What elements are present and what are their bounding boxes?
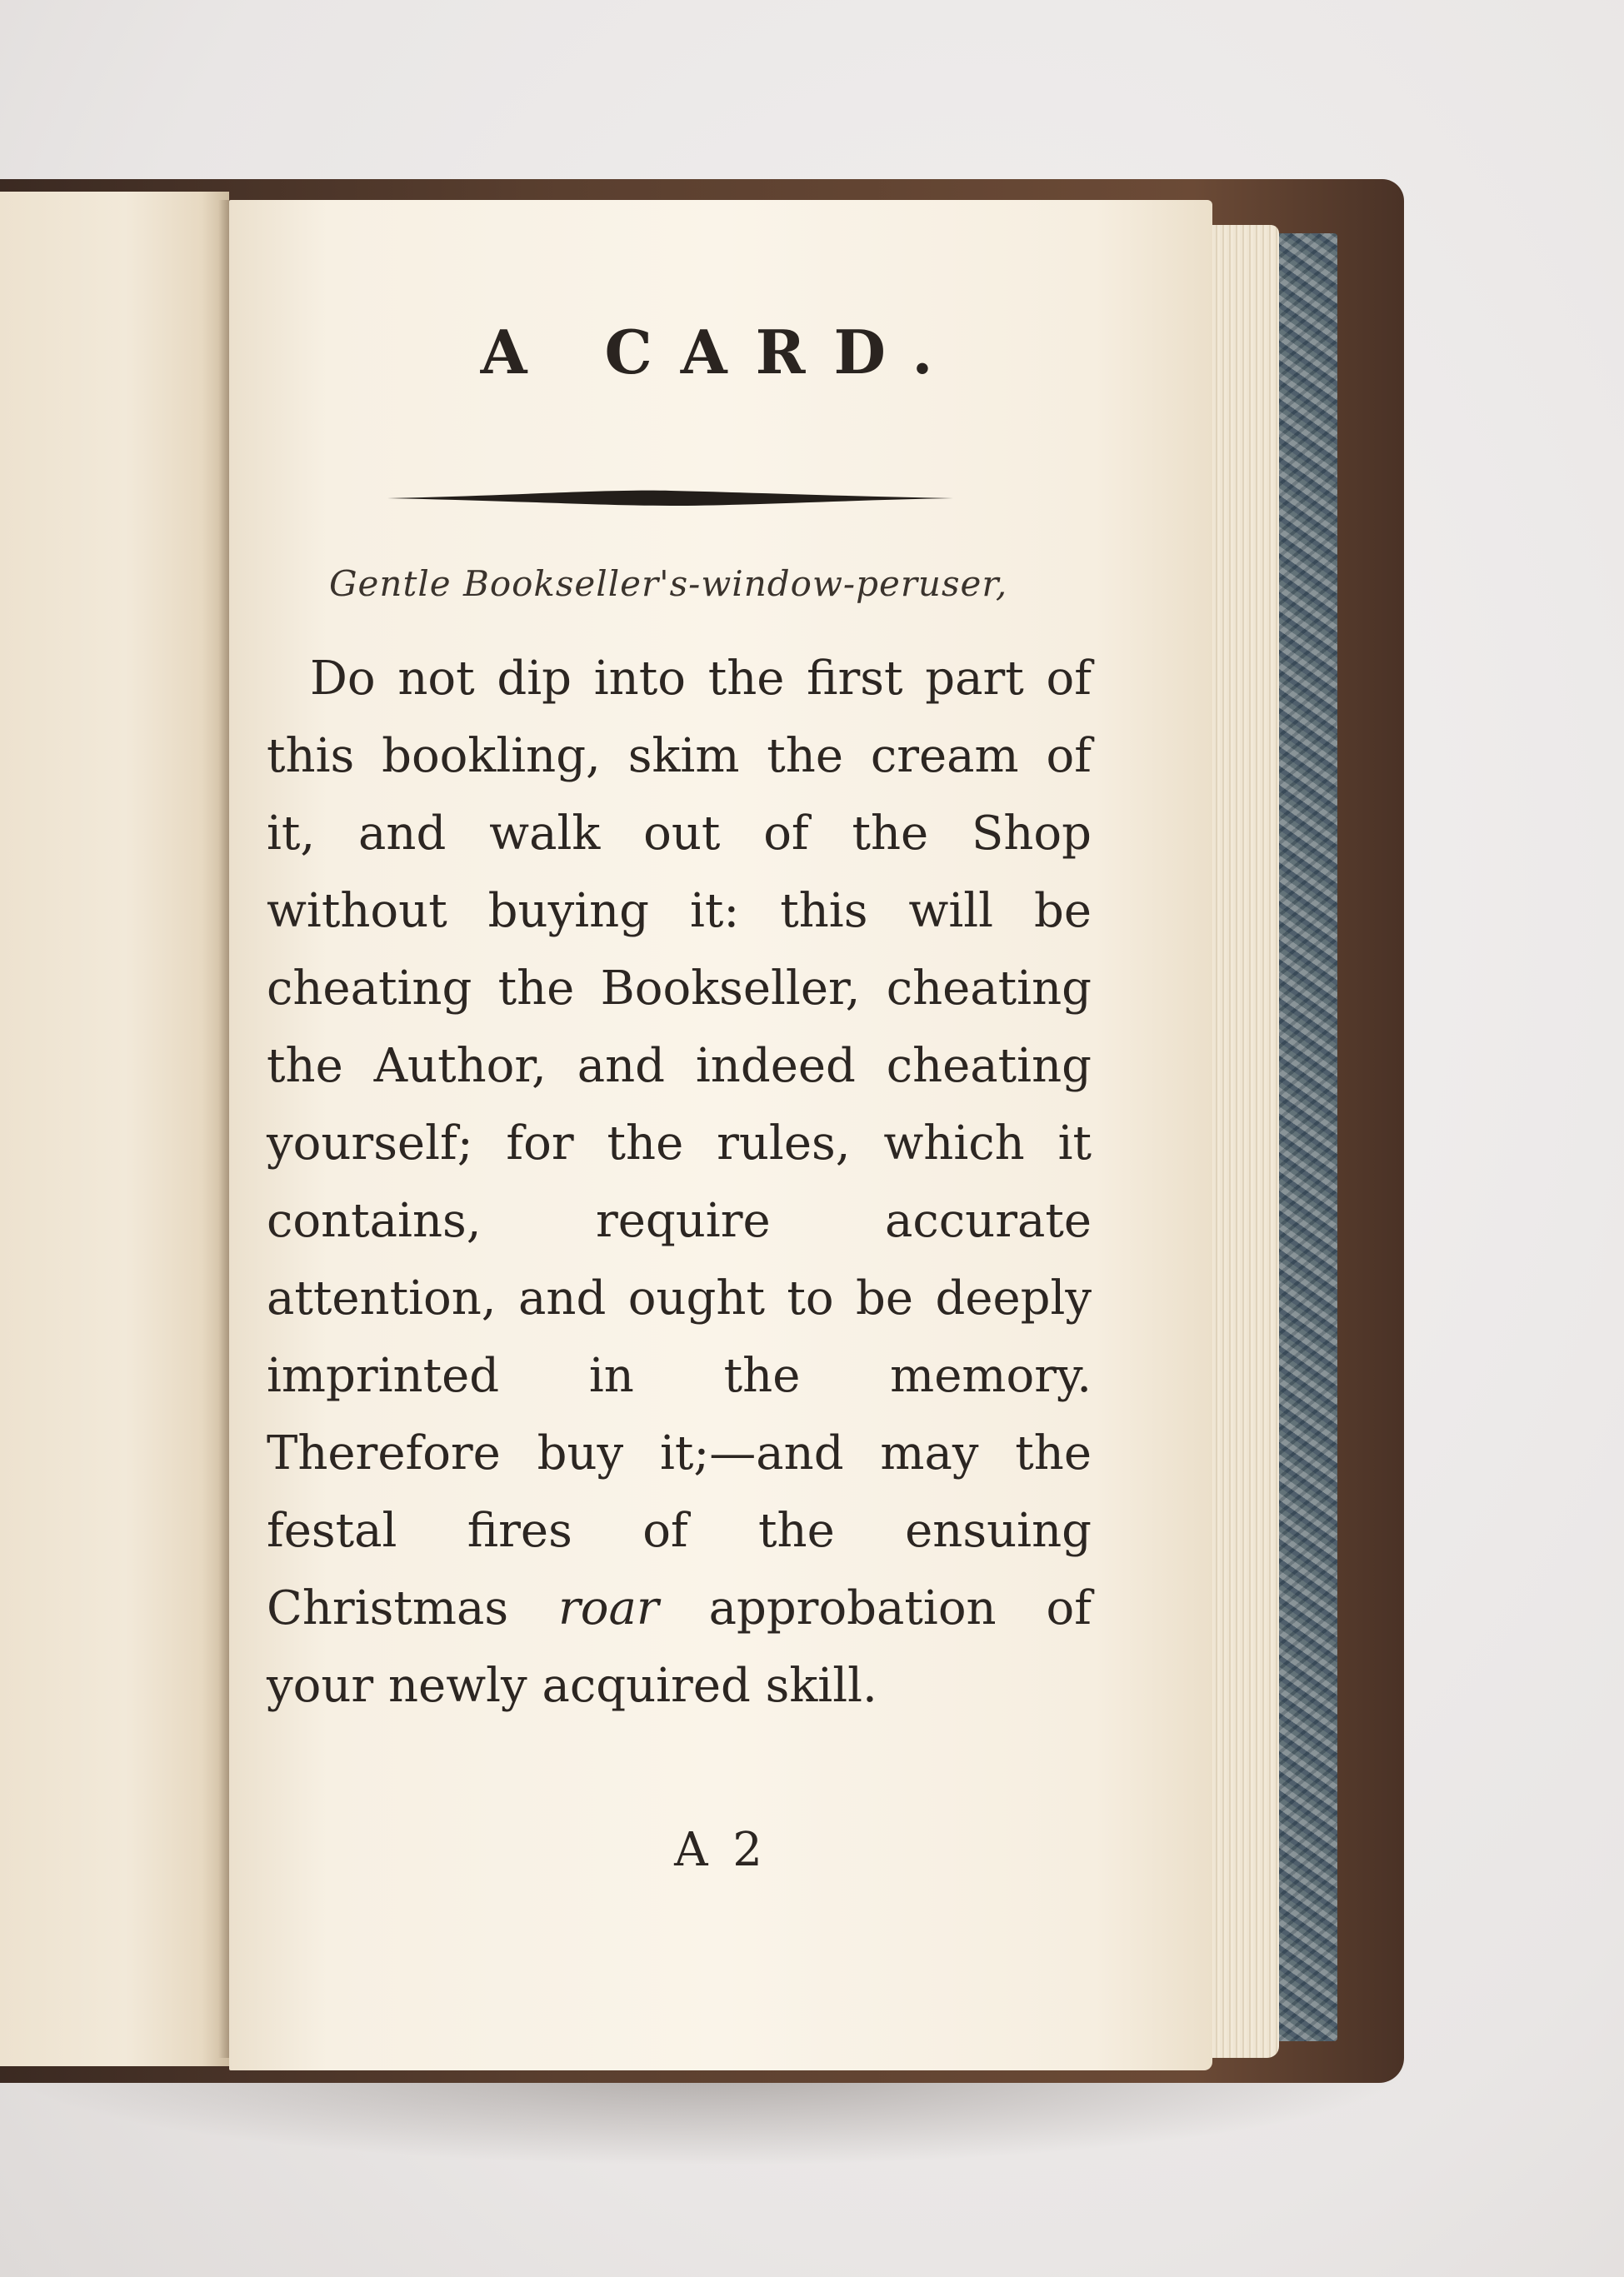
- body-text-start: Do not dip into the first part of this bookling, skim the cream of it, and walk out of the Shop without buying it: this will be cheating the Bookseller, cheating the Author, and indeed cheating yourself; for the rules, which it contains, require accurate attention, and ought to be deeply imprinted in the memory. Therefore buy it;—and may the festal fires of the ensuing Christmas: [267, 652, 1092, 1635]
- page-title: A CARD.: [480, 317, 962, 387]
- decorative-rule: [387, 487, 954, 509]
- salutation: Gentle Bookseller's-window-peruser,: [329, 563, 1008, 604]
- body-text-end: approbation of your newly acquired skill.: [267, 1581, 1092, 1713]
- body-text-emphasis: roar: [558, 1581, 659, 1635]
- left-page: [0, 192, 229, 2066]
- marbled-endpaper: [1271, 233, 1337, 2041]
- signature-mark: A 2: [674, 1823, 767, 1877]
- card-body-text: [267, 640, 1092, 1725]
